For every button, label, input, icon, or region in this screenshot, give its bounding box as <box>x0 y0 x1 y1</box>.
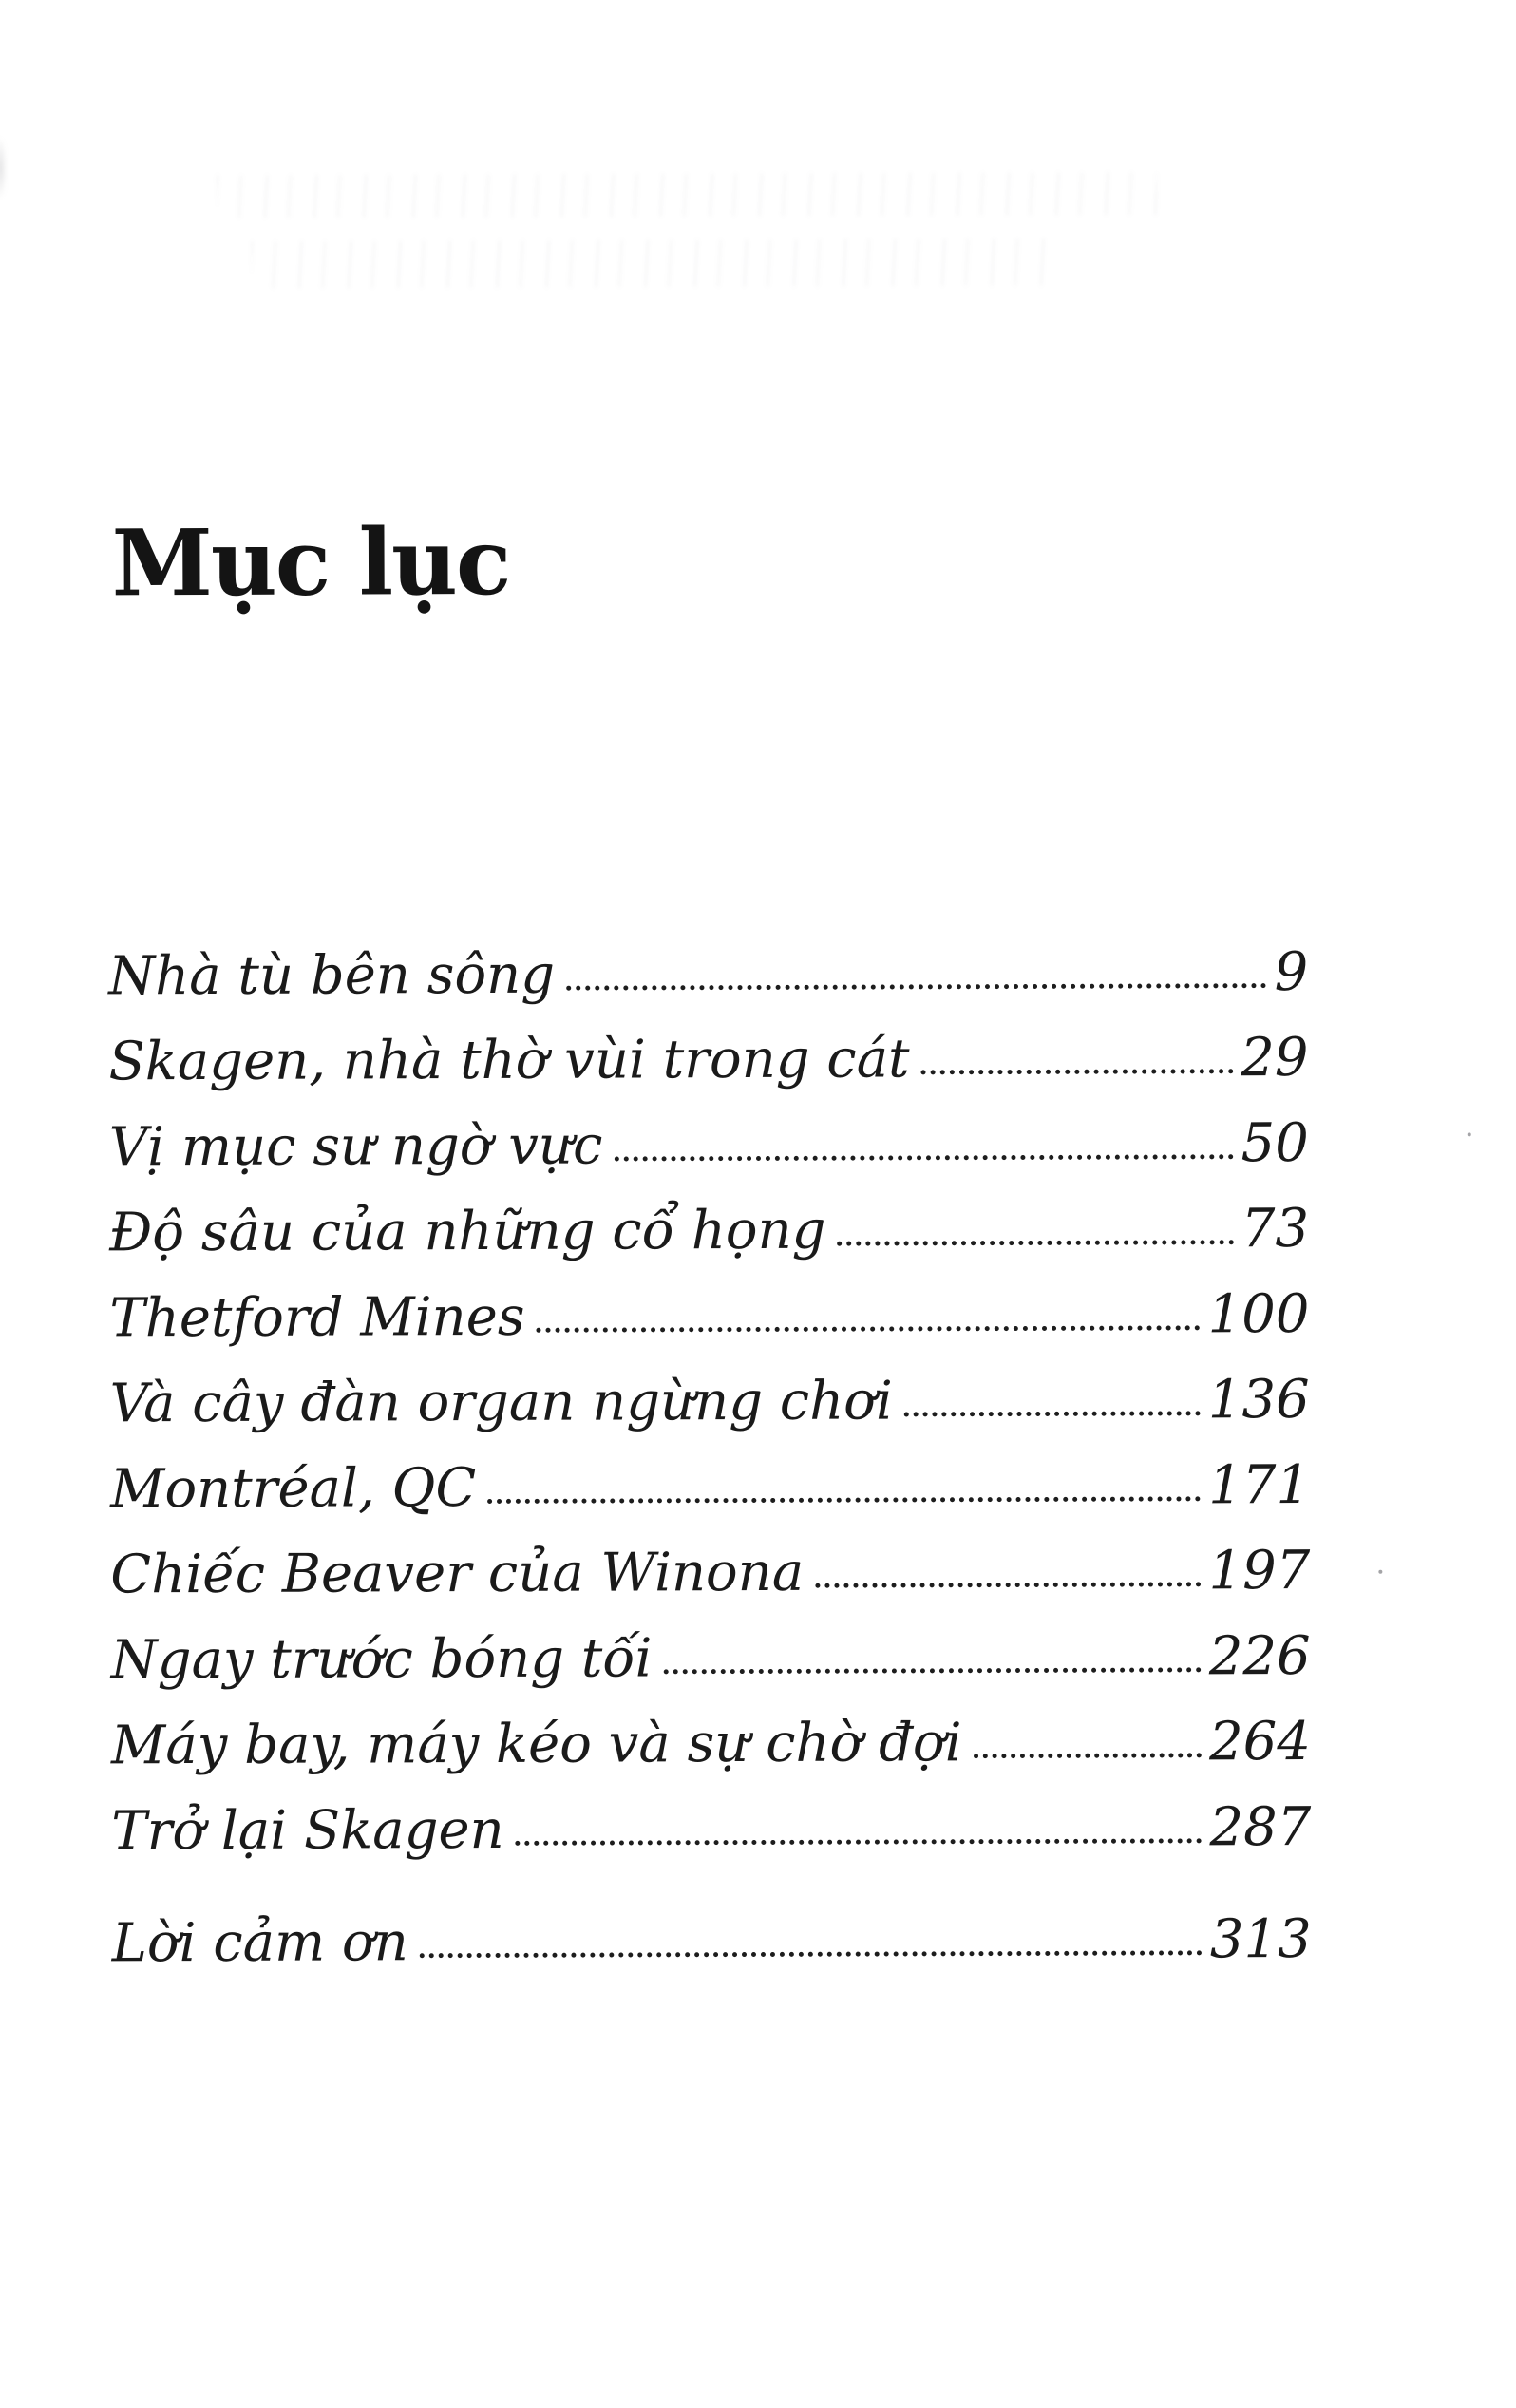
toc-entry-page: 9 <box>1274 940 1309 1004</box>
scan-edge-smudge <box>0 123 9 214</box>
toc-entry-page: 50 <box>1241 1111 1309 1175</box>
toc-entry <box>110 1598 1311 1692</box>
dot-leader <box>815 1582 1201 1587</box>
toc-entry <box>109 1427 1311 1521</box>
toc-entry-title: Montréal, QC <box>109 1457 477 1521</box>
toc-entry-title: Lời cảm ơn <box>111 1911 408 1975</box>
toc-list <box>108 914 1312 1975</box>
toc-entry <box>110 1683 1312 1777</box>
scan-speck <box>1468 1132 1471 1136</box>
toc-entry <box>108 1085 1309 1179</box>
toc-entry-title: Thetford Mines <box>109 1285 525 1350</box>
dot-leader <box>664 1667 1202 1674</box>
toc-entry-page: 197 <box>1208 1539 1311 1602</box>
toc-entry <box>110 1512 1311 1606</box>
toc-entry <box>108 999 1309 1093</box>
toc-entry-title: Máy bay, máy kéo và sự chờ đợi <box>110 1712 962 1777</box>
toc-entry-page: 287 <box>1209 1795 1312 1859</box>
toc-entry-page: 29 <box>1241 1026 1309 1090</box>
toc-entry-page: 226 <box>1208 1624 1311 1688</box>
dot-leader <box>516 1838 1203 1846</box>
toc-entry <box>111 1881 1312 1975</box>
dot-leader <box>838 1240 1234 1245</box>
dot-leader <box>921 1069 1234 1074</box>
toc-entry-title: Chiếc Beaver của Winona <box>110 1541 805 1606</box>
dot-leader <box>420 1950 1203 1958</box>
toc-entry-title: Và cây đàn organ ngừng chơi <box>109 1370 893 1435</box>
dot-leader <box>904 1411 1201 1416</box>
dot-leader <box>566 983 1267 991</box>
toc-entry <box>108 1170 1310 1264</box>
dot-leader <box>974 1753 1203 1758</box>
toc-entry <box>109 1341 1310 1435</box>
dot-leader <box>537 1325 1201 1332</box>
toc-entry-title: Ngay trước bóng tối <box>110 1627 653 1692</box>
toc-entry-page: 100 <box>1207 1282 1310 1346</box>
toc-entry-page: 264 <box>1208 1710 1312 1773</box>
bleed-through-smudge <box>251 238 1058 289</box>
dot-leader <box>614 1154 1233 1161</box>
toc-entry-title: Vị mục sư ngờ vực <box>108 1114 603 1179</box>
toc-entry <box>111 1769 1312 1863</box>
toc-entry <box>108 914 1309 1008</box>
toc-entry-title: Độ sâu của những cổ họng <box>108 1199 826 1264</box>
toc-entry-page: 313 <box>1209 1907 1312 1971</box>
toc-entry-page: 73 <box>1241 1197 1310 1261</box>
scan-speck <box>1378 1570 1382 1574</box>
page-title: Mục lục <box>111 507 510 617</box>
toc-entry-page: 171 <box>1208 1453 1311 1517</box>
dot-leader <box>487 1496 1201 1504</box>
toc-entry <box>109 1256 1310 1350</box>
bleed-through-smudge <box>217 172 1157 218</box>
toc-entry-title: Trở lại Skagen <box>111 1798 504 1863</box>
toc-entry-title: Nhà tù bên sông <box>108 943 556 1008</box>
toc-entry-title: Skagen, nhà thờ vùi trong cát <box>108 1028 910 1093</box>
toc-entry-page: 136 <box>1207 1368 1310 1432</box>
